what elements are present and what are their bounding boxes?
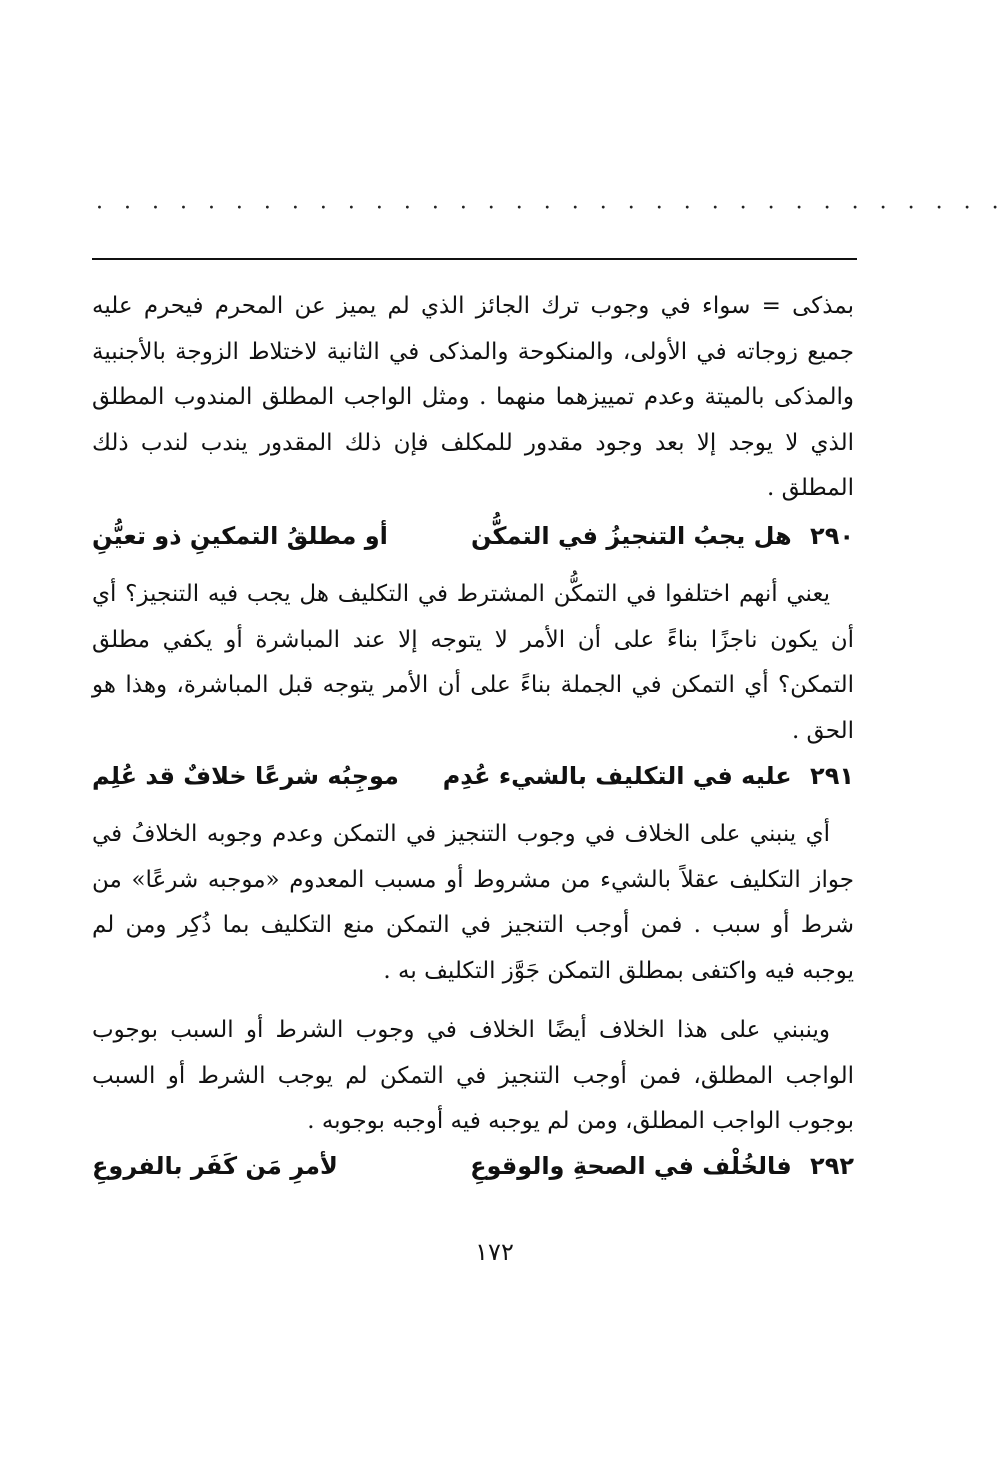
verse-number: ٢٩١ bbox=[810, 762, 854, 790]
commentary-paragraph: وينبني على هذا الخلاف أيضًا الخلاف في وجوب الشرط أو السبب بوجوب الواجب المطلق، فمن أوجب التنجيز في التمكن لم يوجب الشرط أو السبب بوجوب الواجب المطلق، ومن لم يوجبه فيه أوجبه بوجوبه . bbox=[92, 1017, 854, 1134]
footnote-paragraph: بمذكى = سواء في وجوب ترك الجائز الذي لم يميز عن المحرم فيحرم عليه جميع زوجاته في الأولى، والمنكوحة والمذكى في الثانية لاختلاط الزوجة بالأجنبية والمذكى بالميتة وعدم تمييزهما منهما . ومثل الواجب المطلق المندوب المطلق الذي لا يوجد إلا بعد وجود مقدور للمكلف فإن ذلك المقدور يندب لندب ذلك المطلق . bbox=[92, 293, 854, 501]
page-number: ١٧٢ bbox=[475, 1238, 514, 1266]
commentary-paragraph: يعني أنهم اختلفوا في التمكُّن المشترط في التكليف هل يجب فيه التنجيز؟ أي أن يكون ناجزًا بناءً على أن الأمر لا يتوجه إلا عند المباشرة أو يكفي مطلق التمكن؟ أي التمكن في الجملة بناءً على أن الأمر يتوجه قبل المباشرة، وهذا هو الحق . bbox=[92, 581, 854, 744]
hemistich-text: فالخُلْف في الصحةِ والوقوعِ bbox=[470, 1152, 792, 1180]
commentary-291 bbox=[92, 812, 854, 994]
hemistich-text: عليه في التكليف بالشيء عُدِم bbox=[442, 762, 792, 790]
verse-number: ٢٩٠ bbox=[810, 522, 854, 550]
verse-hemistich-first bbox=[338, 1148, 854, 1184]
dotted-separator: · · · · · · · · · · · · · · · · · · · · · · · · · · · · · · · · · bbox=[96, 196, 1006, 221]
hemistich-text: هل يجبُ التنجيزُ في التمكُّن bbox=[470, 522, 792, 550]
verse-hemistich-second: لأمرِ مَن كَفَر بالفروعِ bbox=[92, 1152, 338, 1180]
verse-hemistich-first bbox=[388, 518, 854, 554]
verse-292 bbox=[92, 1148, 854, 1184]
verse-290 bbox=[92, 518, 854, 554]
footnote-text bbox=[92, 284, 854, 512]
verse-hemistich-second: أو مطلقُ التمكينِ ذو تعيُّنِ bbox=[92, 522, 388, 550]
verse-291 bbox=[92, 758, 854, 794]
verse-hemistich-first bbox=[399, 758, 854, 794]
verse-number: ٢٩٢ bbox=[810, 1152, 854, 1180]
commentary-paragraph: أي ينبني على الخلاف في وجوب التنجيز في التمكن وعدم وجوبه الخلافُ في جواز التكليف عقلاً بالشيء من مشروط أو مسبب المعدوم «موجبه شرعًا» من شرط أو سبب . فمن أوجب التنجيز في التمكن منع التكليف بما ذُكِر ومن لم يوجبه فيه واكتفى بمطلق التمكن جَوَّز التكليف به . bbox=[92, 821, 854, 984]
verse-hemistich-second: موجِبُه شرعًا خلافٌ قد عُلِم bbox=[92, 762, 399, 790]
commentary-291-continued bbox=[92, 1008, 854, 1145]
footnote-rule bbox=[92, 258, 857, 260]
commentary-290 bbox=[92, 572, 854, 754]
